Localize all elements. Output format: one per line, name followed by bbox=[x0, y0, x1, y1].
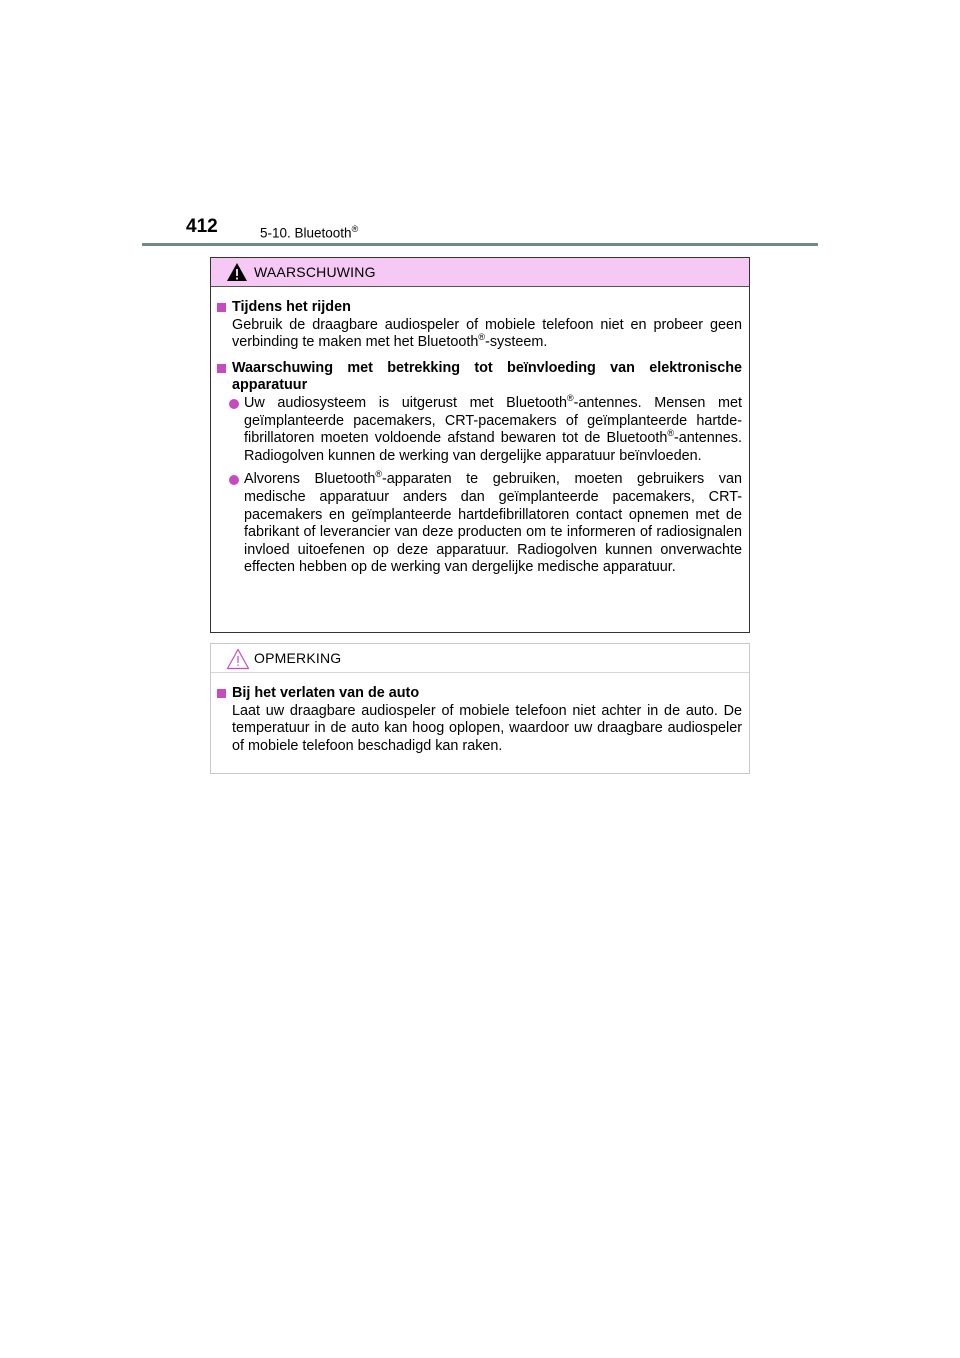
notice-header bbox=[211, 644, 749, 673]
section-title bbox=[260, 221, 358, 242]
square-bullet-icon bbox=[217, 364, 226, 373]
item-heading-text: Bij het verlaten van de auto bbox=[232, 685, 420, 701]
registered-mark: ® bbox=[375, 469, 382, 480]
caution-icon bbox=[226, 648, 250, 670]
bullet-text-b: -apparaten te gebruiken, moeten gebruikers van medische apparatuur anders dan geïmplanteerde pacemakers, CRT-pacemakers en geïmplanteerde hartdefibrillatoren contact opnemen met de fabrikant of leverancier van deze producten om te informeren of radiosignalen invloed uitoefenen op deze apparatuur. Radiogolven kunnen onverwachte effecten hebben op de werking van dergelijke medische apparatuur. bbox=[244, 471, 742, 576]
warning-body bbox=[211, 287, 749, 577]
notice-item bbox=[216, 685, 742, 755]
registered-mark: ® bbox=[566, 393, 574, 404]
notice-title: OPMERKING bbox=[254, 650, 342, 666]
page-number: 412 bbox=[186, 216, 218, 237]
section-title-text: 5-10. Bluetooth bbox=[260, 225, 352, 241]
item-text bbox=[216, 317, 742, 352]
notice-body bbox=[211, 673, 749, 755]
item-text-a: Gebruik de draagbare audiospeler of mobiele telefoon niet en probeer geen verbinding te maken met het Bluetooth bbox=[232, 316, 742, 351]
item-heading bbox=[216, 360, 742, 395]
registered-mark: ® bbox=[351, 224, 359, 234]
bullet-text-c: -antennes. Radiogolven kunnen de werking van dergelijke apparatuur beïnvloeden. bbox=[244, 430, 742, 464]
item-text: Laat uw draagbare audiospeler of mobiele telefoon niet achter in de auto. De temperatuur in de auto kan hoog oplopen, waardoor uw draagbare audiospeler of mobiele telefoon beschadigd kan raken. bbox=[232, 702, 742, 754]
round-bullet-icon bbox=[229, 399, 239, 409]
square-bullet-icon bbox=[217, 689, 226, 698]
warning-box bbox=[210, 257, 750, 633]
warning-header bbox=[211, 258, 749, 287]
bullet-text bbox=[244, 471, 742, 577]
bullet-text bbox=[244, 395, 742, 465]
registered-mark: ® bbox=[478, 332, 486, 343]
item-heading-text: Tijdens het rijden bbox=[232, 299, 351, 315]
bullet-text-b: -antennes. Mensen met geïmplanteerde pacemakers, CRT-pacemakers of geïmplanteerde hartdefibrillatoren moeten voldoende afstand bewaren tot de Bluetooth bbox=[244, 394, 743, 447]
item-text-b: -systeem. bbox=[485, 334, 548, 351]
header-rule bbox=[142, 243, 818, 246]
item-heading bbox=[216, 299, 742, 317]
item-heading-text: Waarschuwing met betrekking tot beïnvloeding van elektronische apparatuur bbox=[232, 359, 742, 394]
square-bullet-icon bbox=[217, 303, 226, 312]
item-heading bbox=[216, 685, 742, 703]
warning-item bbox=[216, 360, 742, 577]
bullet-text-a: Uw audiosysteem is uitgerust met Bluetooth bbox=[244, 394, 567, 411]
warning-icon bbox=[226, 262, 248, 282]
bullet-text-a: Alvorens Bluetooth bbox=[244, 471, 376, 488]
round-bullet-icon bbox=[229, 475, 239, 485]
notice-box bbox=[210, 643, 750, 774]
bullet-item bbox=[216, 395, 742, 465]
registered-mark: ® bbox=[667, 428, 674, 439]
warning-item bbox=[216, 299, 742, 352]
warning-title: WAARSCHUWING bbox=[254, 264, 376, 280]
bullet-item bbox=[216, 471, 742, 577]
